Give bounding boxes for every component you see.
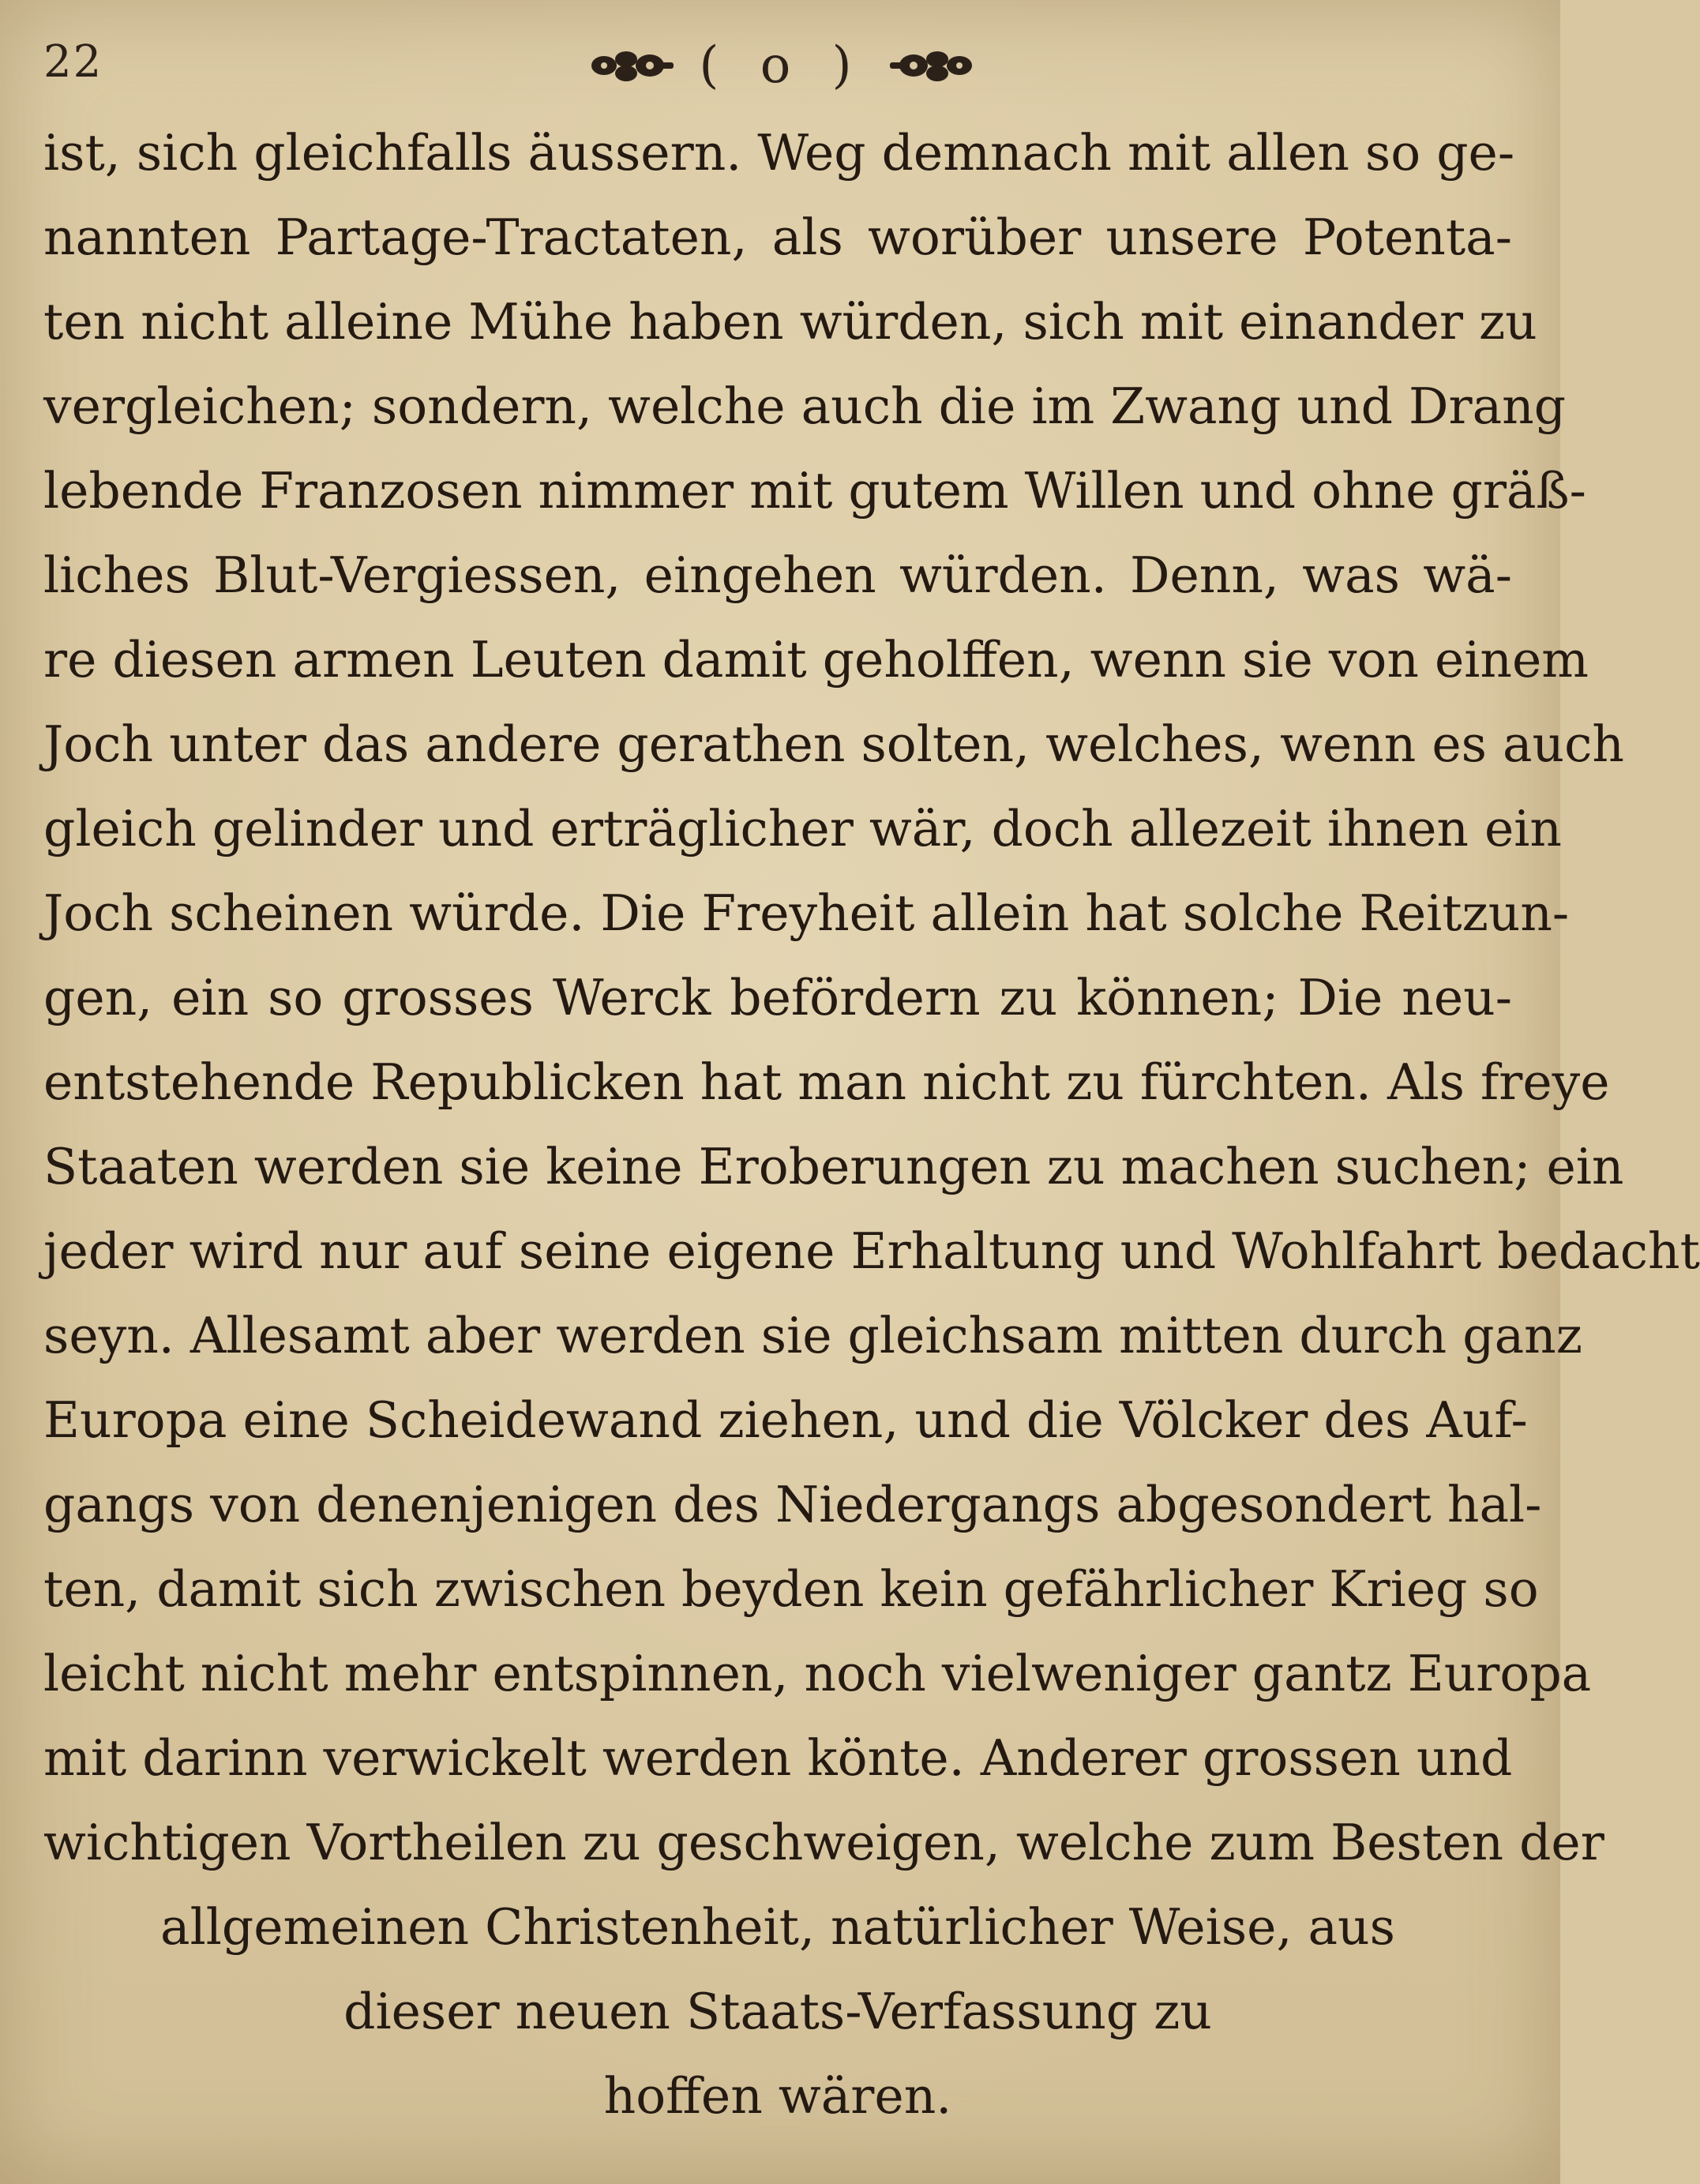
text-line: gangs von denenjenigen des Niedergangs abgesondert hal- <box>43 1476 1542 1533</box>
text-line: ten nicht alleine Mühe haben würden, sich mit einander zu <box>43 293 1537 351</box>
text-line: nannten Partage-Tractaten, als worüber unsere Potenta- <box>43 208 1512 266</box>
text-line: Joch scheinen würde. Die Freyheit allein hat solche Reitzun- <box>43 884 1570 942</box>
text-line: jeder wird nur auf seine eigene Erhaltung und Wohlfahrt bedacht <box>43 1222 1700 1280</box>
text-line: lebende Franzosen nimmer mit gutem Willen und ohne gräß- <box>43 462 1586 520</box>
text-line: mit darinn verwickelt werden könte. Anderer grossen und <box>43 1729 1513 1787</box>
closing-line: dieser neuen Staats-Verfassung zu <box>343 1983 1212 2040</box>
text-line: gleich gelinder und erträglicher wär, doch allezeit ihnen ein <box>43 800 1563 857</box>
page-body-text <box>43 111 1700 2138</box>
header-ornament-group <box>584 30 979 101</box>
text-line: Staaten werden sie keine Eroberungen zu machen suchen; ein <box>43 1138 1624 1195</box>
text-line: re diesen armen Leuten damit geholffen, wenn sie von einem <box>43 631 1589 689</box>
text-line: wichtigen Vortheilen zu geschweigen, welche zum Besten der <box>43 1814 1604 1871</box>
text-line: gen, ein so grosses Werck befördern zu können; Die neu- <box>43 969 1512 1026</box>
header-center-mark: ( o ) <box>699 36 865 95</box>
text-line: liches Blut-Vergiessen, eingehen würden. Denn, was wä- <box>43 546 1512 604</box>
text-line: entstehende Republicken hat man nicht zu fürchten. Als freye <box>43 1053 1610 1111</box>
text-line: Joch unter das andere gerathen solten, welches, wenn es auch <box>43 715 1624 773</box>
floral-ornament-icon <box>888 42 975 89</box>
closing-line: hoffen wären. <box>603 2067 952 2125</box>
text-line: ist, sich gleichfalls äussern. Weg demnach mit allen so ge- <box>43 124 1515 182</box>
text-line: leicht nicht mehr entspinnen, noch vielweniger gantz Europa <box>43 1645 1592 1702</box>
text-line: seyn. Allesamt aber werden sie gleichsam mitten durch ganz <box>43 1307 1582 1364</box>
text-line: Europa eine Scheidewand ziehen, und die Völcker des Auf- <box>43 1391 1528 1449</box>
text-line: vergleichen; sondern, welche auch die im Zwang und Drang <box>43 377 1567 435</box>
floral-ornament-icon <box>588 42 675 89</box>
page-header <box>0 30 1560 101</box>
closing-line: allgemeinen Christenheit, natürlicher Weise, aus <box>160 1898 1395 1956</box>
text-line: ten, damit sich zwischen beyden kein gefährlicher Krieg so <box>43 1560 1539 1618</box>
page-number: 22 <box>43 36 103 88</box>
